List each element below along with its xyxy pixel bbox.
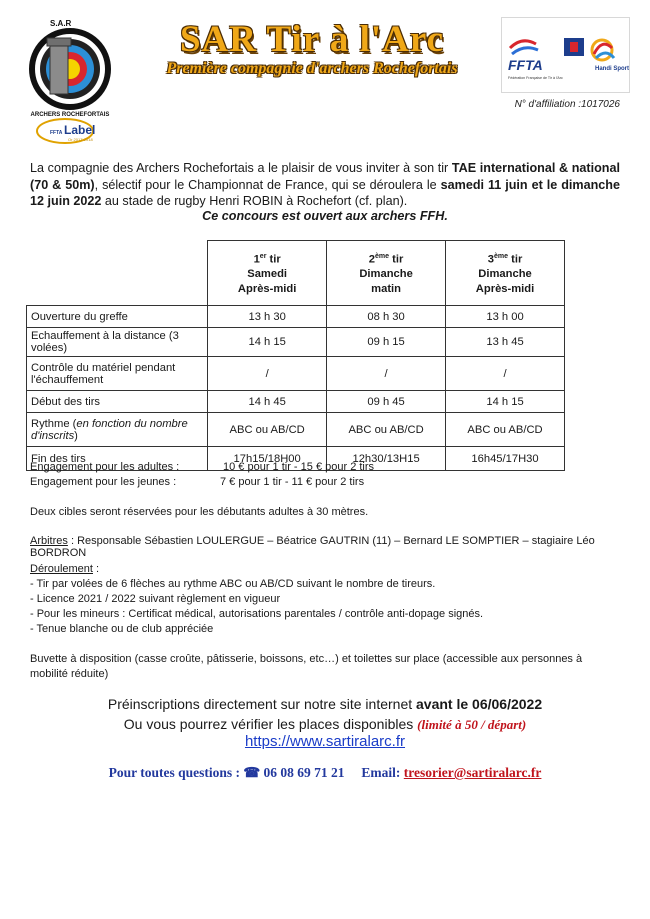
cell: / xyxy=(446,357,565,391)
contact-line xyxy=(0,765,650,781)
intro-text-3: au stade de rugby Henri ROBIN à Rochefort (cf. plan). xyxy=(101,194,408,208)
cell: 12h30/13H15 xyxy=(327,447,446,471)
cell: 13 h 00 xyxy=(446,306,565,328)
fee-adult-label: Engagement pour les adultes : xyxy=(30,461,180,473)
table-row xyxy=(27,413,565,447)
cell: 09 h 45 xyxy=(327,391,446,413)
row-label: Echauffement à la distance (3 volées) xyxy=(27,328,208,357)
intro-bold-1: TAE international & national (70 & 50m) xyxy=(30,161,620,192)
buvette-note: Buvette à disposition (casse croûte, pâtisserie, boissons, etc…) et toilettes sur place (accessible aux personnes à mobilité réduite) xyxy=(30,653,583,680)
label-badge-small: Or 2017-2018 xyxy=(68,137,93,142)
cell: 13 h 45 xyxy=(446,328,565,357)
fee-adult-value: 10 € pour 1 tir - 15 € pour 2 tirs xyxy=(223,461,375,473)
ffta-logo-text: FFTA xyxy=(508,57,543,73)
intro-text-2: , sélectif pour le Championnat de France, qui se déroulera le xyxy=(94,177,441,192)
progress-title: Déroulement : xyxy=(30,563,100,575)
cell: 09 h 15 xyxy=(327,328,446,357)
table-row xyxy=(27,306,565,328)
cell: 16h45/17H30 xyxy=(446,447,565,471)
ffh-open-note: Ce concours est ouvert aux archers FFH. xyxy=(202,209,448,223)
list-item: - Pour les mineurs : Certificat médical, autorisations parentales / contrôle anti-dopage signés. xyxy=(30,608,484,620)
logo-top-text: S.A.R xyxy=(50,19,72,28)
sar-logo xyxy=(20,14,120,144)
cell: ABC ou AB/CD xyxy=(327,413,446,447)
intro-text-1: La compagnie des Archers Rochefortais a le plaisir de vous inviter à son tir xyxy=(30,161,452,175)
website-link[interactable]: https://www.sartiralarc.fr xyxy=(244,733,406,750)
cell: / xyxy=(208,357,327,391)
phone-number: 06 08 69 71 21 xyxy=(263,765,345,780)
table-header-row xyxy=(27,241,565,306)
label-badge-ffta: FFTA xyxy=(50,130,63,136)
referees xyxy=(30,535,630,559)
table-row xyxy=(27,357,565,391)
affiliation-number: N° d'affiliation :1017026 xyxy=(514,99,620,110)
row-label: Ouverture du greffe xyxy=(27,306,208,328)
schedule-table xyxy=(26,240,565,471)
fee-youth-value: 7 € pour 1 tir - 11 € pour 2 tirs xyxy=(220,476,365,488)
cell: 14 h 15 xyxy=(208,328,327,357)
referees-label: Arbitres xyxy=(30,535,68,547)
list-item: - Tenue blanche ou de club appréciée xyxy=(30,623,214,635)
questions-label: Pour toutes questions : xyxy=(108,765,240,780)
ffta-logo-box xyxy=(501,17,630,93)
cell: 14 h 45 xyxy=(208,391,327,413)
referees-text: : Responsable Sébastien LOULERGUE – Béatrice GAUTRIN (11) – Bernard LE SOMPTIER – stagiaire Léo BORDRON xyxy=(30,535,595,559)
email-label: Email: xyxy=(361,765,401,780)
column-header-3: 3ème tir Dimanche Après-midi xyxy=(446,241,565,306)
targets-note: Deux cibles seront réservées pour les débutants adultes à 30 mètres. xyxy=(30,506,369,518)
email-link[interactable]: tresorier@sartiralarc.fr xyxy=(403,765,542,780)
phone-icon: ☎ xyxy=(243,765,261,780)
table-row xyxy=(27,391,565,413)
cell: 13 h 30 xyxy=(208,306,327,328)
cell: ABC ou AB/CD xyxy=(446,413,565,447)
row-label: Début des tirs xyxy=(27,391,208,413)
row-label: Contrôle du matériel pendant l'échauffement xyxy=(27,357,208,391)
list-item: - Licence 2021 / 2022 suivant règlement en vigueur xyxy=(30,593,281,605)
intro-bold-2: samedi 11 juin et le dimanche 12 juin 2022 xyxy=(30,177,620,208)
row-label: Fin des tirs xyxy=(27,447,208,471)
availability-line: Ou vous pourrez vérifier les places disponibles (limité à 50 / départ) xyxy=(123,716,527,732)
table-corner xyxy=(27,241,208,306)
ffta-caption: Fédération Française de Tir à l'Arc xyxy=(508,76,563,80)
column-header-1: 1er tir Samedi Après-midi xyxy=(208,241,327,306)
cell: ABC ou AB/CD xyxy=(208,413,327,447)
cell: 08 h 30 xyxy=(327,306,446,328)
label-badge: Label xyxy=(64,123,96,137)
table-row xyxy=(27,328,565,357)
handisport-text: Handi Sport xyxy=(595,66,629,72)
cell: 17h15/18H00 xyxy=(208,447,327,471)
column-header-2: 2ème tir Dimanche matin xyxy=(327,241,446,306)
limit-note: (limité à 50 / départ) xyxy=(417,717,527,732)
logo-ring-text: ARCHERS ROCHEFORTAIS xyxy=(30,112,110,118)
fee-youth-label: Engagement pour les jeunes : xyxy=(30,476,177,488)
cell: / xyxy=(327,357,446,391)
row-label: Rythme (en fonction du nombre d'inscrits) xyxy=(27,413,208,447)
page-title: SAR Tir à l'Arc xyxy=(179,19,445,60)
page-subtitle: Première compagnie d'archers Rochefortais xyxy=(166,60,458,77)
intro-paragraph xyxy=(30,160,620,210)
preregistration-line: Préinscriptions directement sur notre site internet avant le 06/06/2022 xyxy=(107,696,543,712)
list-item: - Tir par volées de 6 flèches au rythme ABC ou AB/CD suivant le nombre de tireurs. xyxy=(30,578,436,590)
cell: 14 h 15 xyxy=(446,391,565,413)
